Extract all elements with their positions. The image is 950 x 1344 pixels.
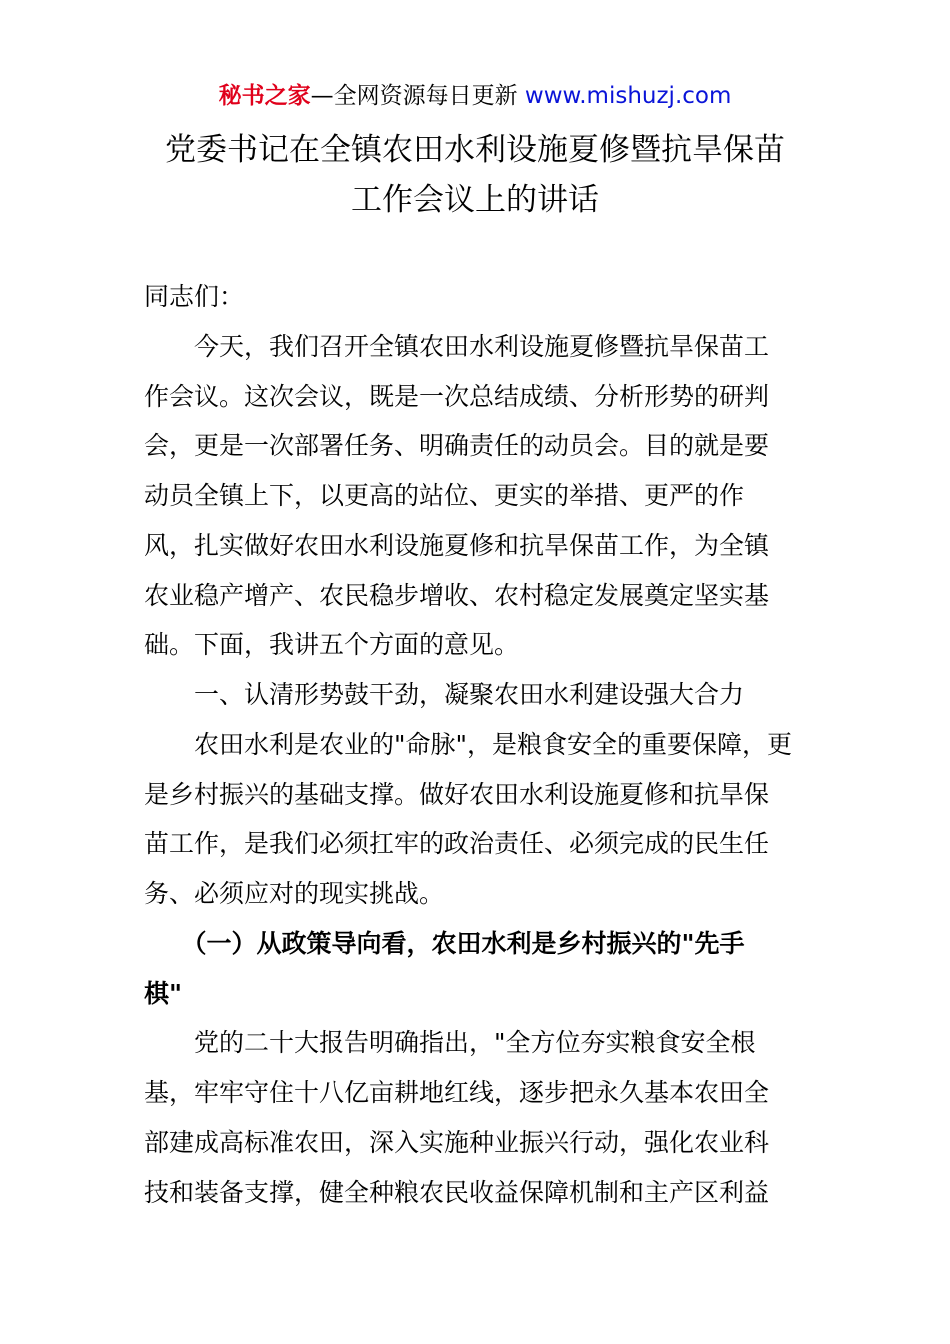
salutation: 同志们： (144, 282, 245, 311)
site-tagline: —全网资源每日更新 (310, 83, 525, 109)
subsection-heading: 棋" (144, 979, 183, 1008)
paragraph-line: 农业稳产增产、农民稳步增收、农村稳定发展奠定坚实基 (144, 581, 770, 610)
paragraph-line: 作会议。这次会议，既是一次总结成绩、分析形势的研判 (144, 382, 770, 411)
paragraph-line: 技和装备支撑，健全种粮农民收益保障机制和主产区利益 (144, 1178, 770, 1207)
paragraph-line: 农田水利是农业的"命脉"，是粮食安全的重要保障，更 (144, 730, 793, 759)
paragraph-line: 今天，我们召开全镇农田水利设施夏修暨抗旱保苗工 (144, 332, 770, 361)
paragraph-line: 动员全镇上下，以更高的站位、更实的举措、更严的作 (144, 481, 745, 510)
paragraph-line: 风，扎实做好农田水利设施夏修和抗旱保苗工作，为全镇 (144, 531, 770, 560)
site-brand: 秘书之家 (218, 83, 311, 109)
paragraph-line: 务、必须应对的现实挑战。 (144, 879, 445, 908)
paragraph-line: 会，更是一次部署任务、明确责任的动员会。目的就是要 (144, 431, 770, 460)
section-heading: 一、认清形势鼓干劲，凝聚农田水利建设强大合力 (144, 680, 745, 709)
document-title-line-1: 党委书记在全镇农田水利设施夏修暨抗旱保苗 (165, 132, 785, 168)
document-title-line-2: 工作会议上的讲话 (351, 182, 599, 218)
paragraph-line: 党的二十大报告明确指出，"全方位夯实粮食安全根 (144, 1028, 756, 1057)
paragraph-line: 础。下面，我讲五个方面的意见。 (144, 630, 520, 659)
subsection-heading: （一）从政策导向看，农田水利是乡村振兴的"先手 (144, 929, 745, 958)
paragraph-line: 基，牢牢守住十八亿亩耕地红线，逐步把永久基本农田全 (144, 1078, 770, 1107)
site-header (0, 78, 950, 114)
paragraph-line: 部建成高标准农田，深入实施种业振兴行动，强化农业科 (144, 1128, 770, 1157)
site-url-link[interactable]: www.mishuzj.com (524, 83, 732, 109)
paragraph-line: 苗工作，是我们必须扛牢的政治责任、必须完成的民生任 (144, 829, 770, 858)
paragraph-line: 是乡村振兴的基础支撑。做好农田水利设施夏修和抗旱保 (144, 780, 770, 809)
